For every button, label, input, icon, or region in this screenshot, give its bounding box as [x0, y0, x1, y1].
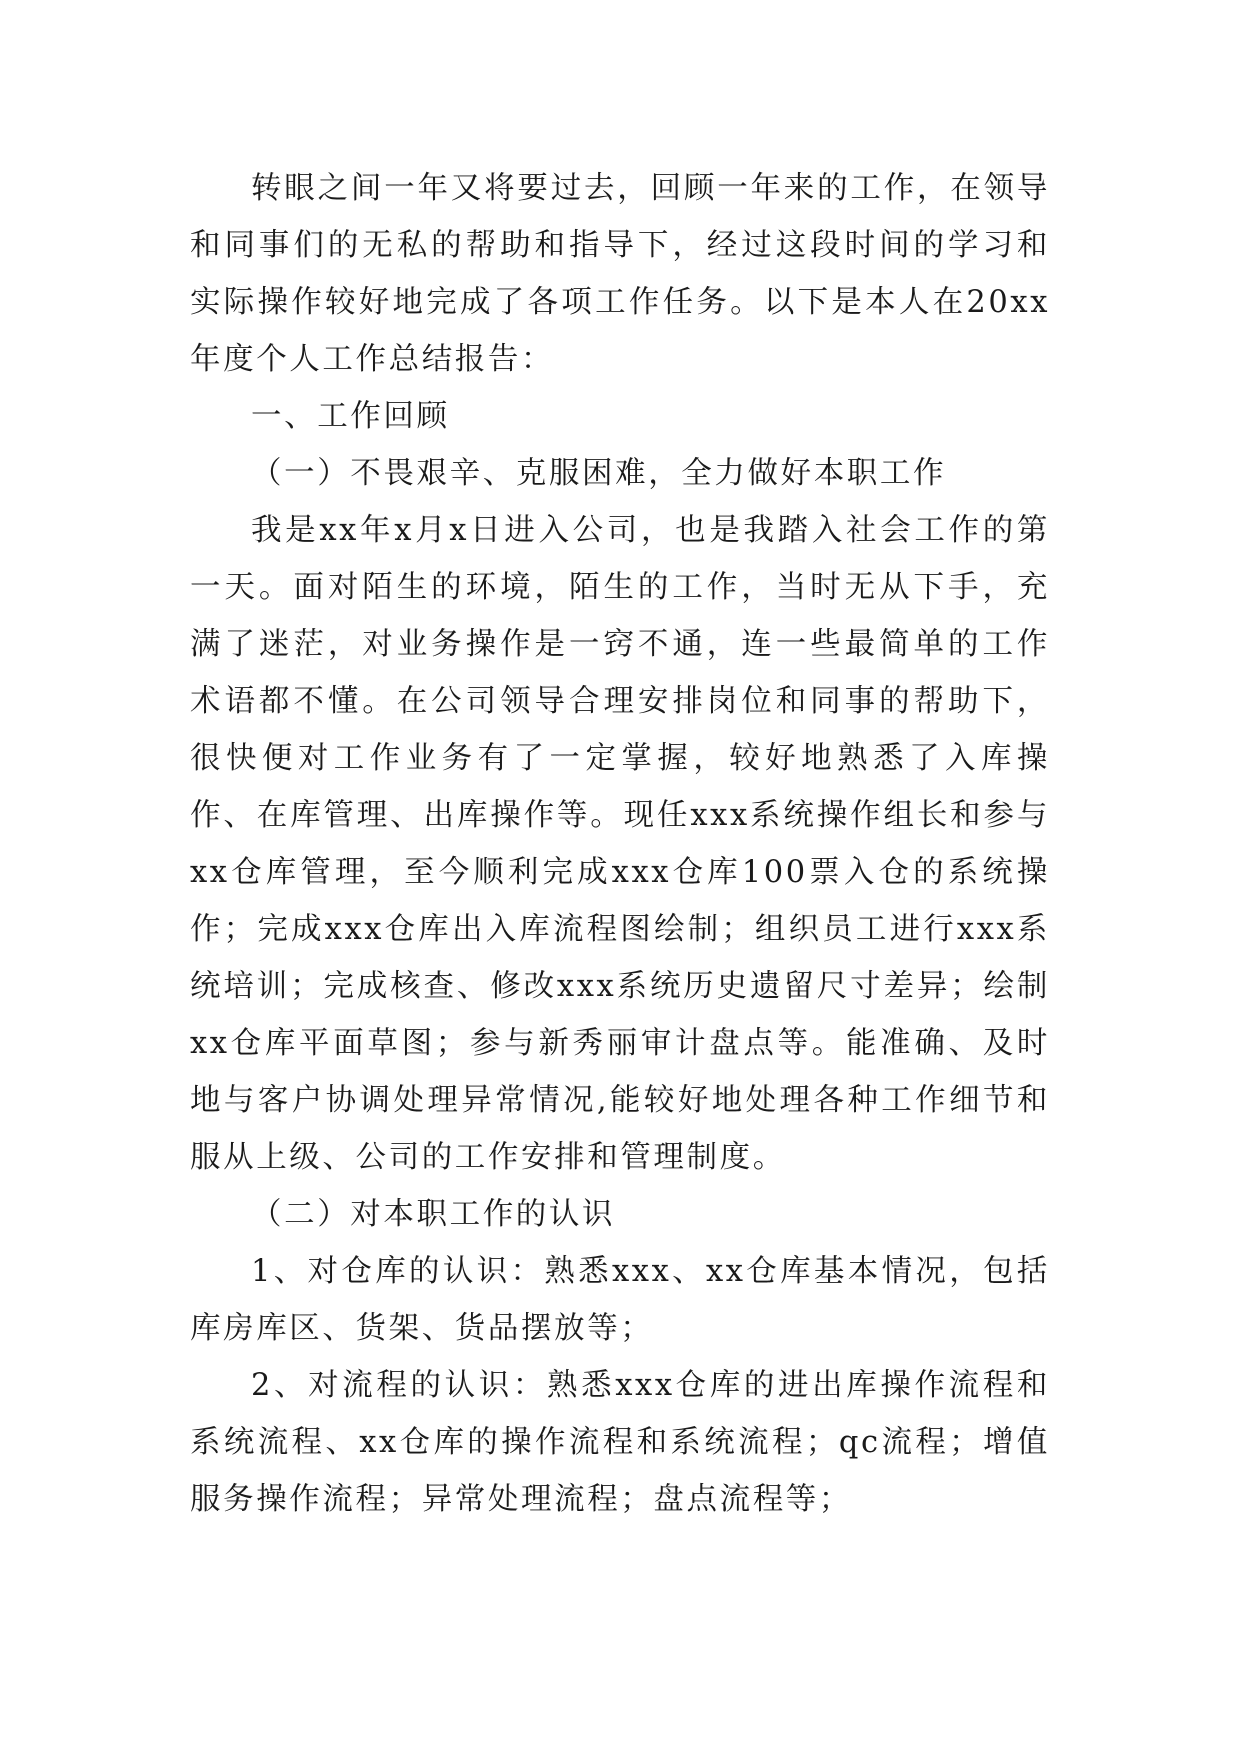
warehouse-knowledge-paragraph: 1、对仓库的认识：熟悉xxx、xx仓库基本情况，包括库房库区、货架、货品摆放等；: [190, 1254, 1050, 1346]
subsection-heading-2: （二）对本职工作的认识: [251, 1197, 616, 1232]
intro-paragraph: 转眼之间一年又将要过去，回顾一年来的工作，在领导和同事们的无私的帮助和指导下，经过这段时间的学习和实际操作较好地完成了各项工作任务。以下是本人在20xx年度个人工作总结报告：: [190, 171, 1050, 377]
process-knowledge-paragraph: 2、对流程的认识：熟悉xxx仓库的进出库操作流程和系统流程、xx仓库的操作流程和系统流程；qc流程；增值服务操作流程；异常处理流程；盘点流程等；: [190, 1368, 1050, 1517]
subsection-heading-1: （一）不畏艰辛、克服困难，全力做好本职工作: [251, 456, 947, 491]
section-heading-work-review: 一、工作回顾: [251, 399, 450, 434]
work-experience-paragraph: 我是xx年x月x日进入公司，也是我踏入社会工作的第一天。面对陌生的环境，陌生的工作，当时无从下手，充满了迷茫，对业务操作是一窍不通，连一些最简单的工作术语都不懂。在公司领导合理安排岗位和同事的帮助下，很快便对工作业务有了一定掌握，较好地熟悉了入库操作、在库管理、出库操作等。现任xxx系统操作组长和参与xx仓库管理，至今顺利完成xxx仓库100票入仓的系统操作；完成xxx仓库出入库流程图绘制；组织员工进行xxx系统培训；完成核查、修改xxx系统历史遗留尺寸差异；绘制xx仓库平面草图；参与新秀丽审计盘点等。能准确、及时地与客户协调处理异常情况,能较好地处理各种工作细节和服从上级、公司的工作安排和管理制度。: [190, 513, 1050, 1175]
document-page: [190, 160, 1050, 1528]
